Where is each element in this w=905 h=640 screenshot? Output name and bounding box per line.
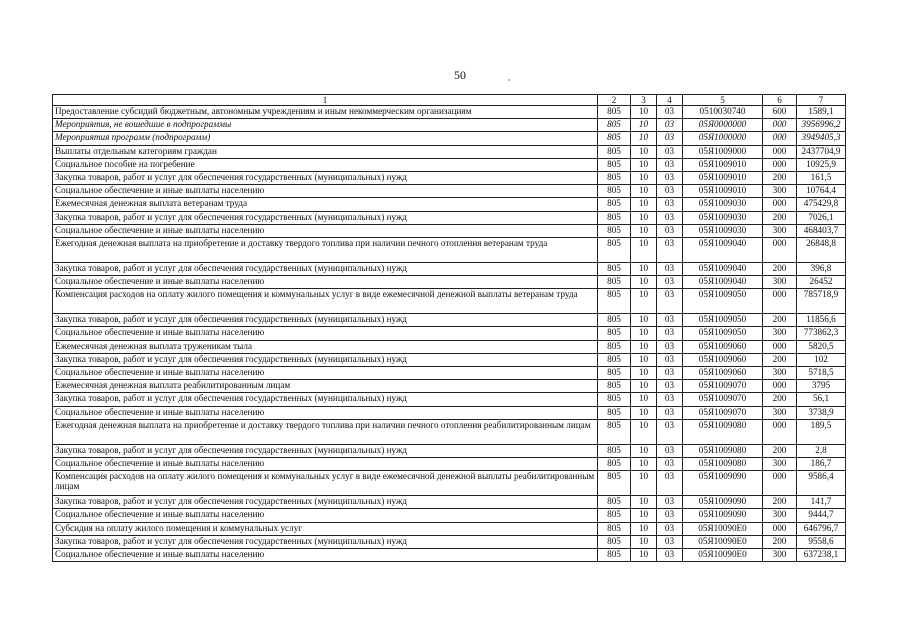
table-row <box>53 327 846 340</box>
cell-name: Закупка товаров, работ и услуг для обеспечения государственных (муниципальных) нужд <box>53 314 598 327</box>
cell-amount: 773862,3 <box>797 327 846 340</box>
cell-section: 10 <box>631 171 657 184</box>
cell-section: 10 <box>631 535 657 548</box>
cell-subsection: 03 <box>657 327 683 340</box>
cell-section: 10 <box>631 496 657 509</box>
cell-expense-type: 300 <box>763 406 797 419</box>
table-row <box>53 106 846 119</box>
cell-subsection: 03 <box>657 522 683 535</box>
cell-amount: 5820,5 <box>797 340 846 353</box>
cell-target-article: 05Я1009040 <box>683 237 763 262</box>
cell-amount: 10764,4 <box>797 185 846 198</box>
cell-ministry-code: 805 <box>598 367 631 380</box>
table-row <box>53 496 846 509</box>
cell-ministry-code: 805 <box>598 457 631 470</box>
cell-target-article: 05Я1009050 <box>683 289 763 314</box>
cell-section: 10 <box>631 548 657 561</box>
cell-ministry-code: 805 <box>598 185 631 198</box>
cell-section: 10 <box>631 314 657 327</box>
cell-name: Ежегодная денежная выплата на приобретение и доставку твердого топлива при наличии печного отопления реабилитированным лицам <box>53 419 598 444</box>
cell-amount: 11856,6 <box>797 314 846 327</box>
table-row <box>53 198 846 211</box>
cell-amount: 186,7 <box>797 457 846 470</box>
cell-target-article: 05Я1009090 <box>683 471 763 496</box>
cell-section: 10 <box>631 471 657 496</box>
cell-amount: 637238,1 <box>797 548 846 561</box>
cell-name: Ежемесячная денежная выплата реабилитированным лицам <box>53 380 598 393</box>
cell-name: Ежемесячная денежная выплата труженикам тыла <box>53 340 598 353</box>
cell-section: 10 <box>631 289 657 314</box>
cell-subsection: 03 <box>657 496 683 509</box>
cell-subsection: 03 <box>657 535 683 548</box>
cell-section: 10 <box>631 145 657 158</box>
cell-expense-type: 000 <box>763 340 797 353</box>
cell-name: Социальное пособие на погребение <box>53 158 598 171</box>
cell-name: Мероприятия программ (подпрограмм) <box>53 132 598 145</box>
cell-ministry-code: 805 <box>598 327 631 340</box>
table-row <box>53 314 846 327</box>
cell-amount: 9586,4 <box>797 471 846 496</box>
header-col-2: 2 <box>598 95 631 106</box>
cell-amount: 396,8 <box>797 262 846 275</box>
cell-section: 10 <box>631 119 657 132</box>
table-row <box>53 289 846 314</box>
cell-name: Компенсация расходов на оплату жилого помещения и коммунальных услуг в виде ежемесячной денежной выплаты ветеранам труда <box>53 289 598 314</box>
cell-amount: 468403,7 <box>797 224 846 237</box>
header-col-3: 3 <box>631 95 657 106</box>
cell-target-article: 05Я0000000 <box>683 119 763 132</box>
cell-target-article: 0510030740 <box>683 106 763 119</box>
table-row <box>53 158 846 171</box>
cell-ministry-code: 805 <box>598 471 631 496</box>
cell-amount: 10925,9 <box>797 158 846 171</box>
cell-section: 10 <box>631 522 657 535</box>
cell-subsection: 03 <box>657 340 683 353</box>
cell-name: Закупка товаров, работ и услуг для обеспечения государственных (муниципальных) нужд <box>53 393 598 406</box>
cell-target-article: 05Я1009080 <box>683 419 763 444</box>
cell-subsection: 03 <box>657 457 683 470</box>
cell-ministry-code: 805 <box>598 276 631 289</box>
cell-ministry-code: 805 <box>598 496 631 509</box>
cell-subsection: 03 <box>657 419 683 444</box>
cell-subsection: 03 <box>657 198 683 211</box>
cell-ministry-code: 805 <box>598 535 631 548</box>
cell-name: Социальное обеспечение и иные выплаты населению <box>53 509 598 522</box>
cell-target-article: 05Я1009070 <box>683 406 763 419</box>
cell-name: Социальное обеспечение и иные выплаты населению <box>53 406 598 419</box>
cell-section: 10 <box>631 185 657 198</box>
cell-expense-type: 200 <box>763 444 797 457</box>
cell-expense-type: 000 <box>763 119 797 132</box>
cell-amount: 3795 <box>797 380 846 393</box>
cell-expense-type: 200 <box>763 211 797 224</box>
cell-amount: 189,5 <box>797 419 846 444</box>
cell-subsection: 03 <box>657 132 683 145</box>
cell-ministry-code: 805 <box>598 106 631 119</box>
cell-subsection: 03 <box>657 509 683 522</box>
table-row <box>53 393 846 406</box>
table-body <box>53 106 846 562</box>
cell-expense-type: 600 <box>763 106 797 119</box>
cell-amount: 5718,5 <box>797 367 846 380</box>
cell-amount: 2437704,9 <box>797 145 846 158</box>
table-row <box>53 522 846 535</box>
header-col-7: 7 <box>797 95 846 106</box>
cell-section: 10 <box>631 393 657 406</box>
cell-subsection: 03 <box>657 314 683 327</box>
table-row <box>53 224 846 237</box>
cell-amount: 646796,7 <box>797 522 846 535</box>
cell-section: 10 <box>631 419 657 444</box>
cell-target-article: 05Я10090Е0 <box>683 548 763 561</box>
table-row <box>53 471 846 496</box>
cell-name: Предоставление субсидий бюджетным, автономным учреждениям и иным некоммерческим организациям <box>53 106 598 119</box>
cell-expense-type: 200 <box>763 171 797 184</box>
cell-section: 10 <box>631 106 657 119</box>
cell-target-article: 05Я1009060 <box>683 367 763 380</box>
cell-expense-type: 200 <box>763 262 797 275</box>
cell-amount: 7026,1 <box>797 211 846 224</box>
cell-amount: 3738,9 <box>797 406 846 419</box>
table-row <box>53 276 846 289</box>
cell-name: Социальное обеспечение и иные выплаты населению <box>53 327 598 340</box>
cell-name: Закупка товаров, работ и услуг для обеспечения государственных (муниципальных) нужд <box>53 171 598 184</box>
cell-name: Закупка товаров, работ и услуг для обеспечения государственных (муниципальных) нужд <box>53 496 598 509</box>
cell-target-article: 05Я1009000 <box>683 145 763 158</box>
cell-target-article: 05Я1009070 <box>683 380 763 393</box>
table-row <box>53 406 846 419</box>
cell-expense-type: 000 <box>763 198 797 211</box>
cell-amount: 785718,9 <box>797 289 846 314</box>
cell-expense-type: 000 <box>763 289 797 314</box>
cell-target-article: 05Я1009030 <box>683 211 763 224</box>
cell-target-article: 05Я1009070 <box>683 393 763 406</box>
cell-expense-type: 200 <box>763 353 797 366</box>
cell-expense-type: 200 <box>763 496 797 509</box>
page-number: 50 <box>454 68 466 82</box>
cell-ministry-code: 805 <box>598 237 631 262</box>
cell-expense-type: 300 <box>763 548 797 561</box>
cell-target-article: 05Я1009090 <box>683 496 763 509</box>
cell-name: Закупка товаров, работ и услуг для обеспечения государственных (муниципальных) нужд <box>53 353 598 366</box>
cell-section: 10 <box>631 211 657 224</box>
cell-expense-type: 000 <box>763 522 797 535</box>
cell-target-article: 05Я10090Е0 <box>683 535 763 548</box>
cell-section: 10 <box>631 198 657 211</box>
table-row <box>53 262 846 275</box>
cell-target-article: 05Я1000000 <box>683 132 763 145</box>
cell-subsection: 03 <box>657 548 683 561</box>
cell-section: 10 <box>631 276 657 289</box>
cell-expense-type: 200 <box>763 535 797 548</box>
table-row <box>53 444 846 457</box>
table-row <box>53 548 846 561</box>
header-col-1: 1 <box>53 95 598 106</box>
cell-expense-type: 000 <box>763 471 797 496</box>
cell-name: Выплаты отдельным категориям граждан <box>53 145 598 158</box>
cell-amount: 9444,7 <box>797 509 846 522</box>
cell-amount: 56,1 <box>797 393 846 406</box>
cell-section: 10 <box>631 444 657 457</box>
cell-target-article: 05Я1009030 <box>683 198 763 211</box>
cell-name: Социальное обеспечение и иные выплаты населению <box>53 276 598 289</box>
cell-ministry-code: 805 <box>598 509 631 522</box>
cell-ministry-code: 805 <box>598 171 631 184</box>
table-row <box>53 185 846 198</box>
cell-name: Закупка товаров, работ и услуг для обеспечения государственных (муниципальных) нужд <box>53 262 598 275</box>
header-col-5: 5 <box>683 95 763 106</box>
cell-amount: 9558,6 <box>797 535 846 548</box>
cell-target-article: 05Я1009040 <box>683 276 763 289</box>
cell-section: 10 <box>631 132 657 145</box>
cell-ministry-code: 805 <box>598 353 631 366</box>
cell-section: 10 <box>631 262 657 275</box>
cell-subsection: 03 <box>657 211 683 224</box>
cell-name: Закупка товаров, работ и услуг для обеспечения государственных (муниципальных) нужд <box>53 211 598 224</box>
cell-ministry-code: 805 <box>598 444 631 457</box>
cell-section: 10 <box>631 457 657 470</box>
cell-subsection: 03 <box>657 145 683 158</box>
table-row <box>53 457 846 470</box>
cell-ministry-code: 805 <box>598 262 631 275</box>
cell-subsection: 03 <box>657 380 683 393</box>
cell-name: Закупка товаров, работ и услуг для обеспечения государственных (муниципальных) нужд <box>53 535 598 548</box>
table-row <box>53 340 846 353</box>
cell-ministry-code: 805 <box>598 393 631 406</box>
cell-subsection: 03 <box>657 393 683 406</box>
cell-amount: 102 <box>797 353 846 366</box>
cell-amount: 2,8 <box>797 444 846 457</box>
table-row <box>53 132 846 145</box>
cell-section: 10 <box>631 380 657 393</box>
cell-amount: 26848,8 <box>797 237 846 262</box>
table-row <box>53 119 846 132</box>
cell-ministry-code: 805 <box>598 340 631 353</box>
cell-name: Социальное обеспечение и иные выплаты населению <box>53 185 598 198</box>
cell-target-article: 05Я1009050 <box>683 327 763 340</box>
cell-section: 10 <box>631 406 657 419</box>
cell-name: Социальное обеспечение и иные выплаты населению <box>53 367 598 380</box>
table-row <box>53 237 846 262</box>
cell-ministry-code: 805 <box>598 419 631 444</box>
cell-ministry-code: 805 <box>598 314 631 327</box>
cell-section: 10 <box>631 327 657 340</box>
cell-amount: 26452 <box>797 276 846 289</box>
cell-ministry-code: 805 <box>598 522 631 535</box>
cell-target-article: 05Я1009080 <box>683 444 763 457</box>
cell-expense-type: 000 <box>763 237 797 262</box>
cell-name: Компенсация расходов на оплату жилого помещения и коммунальных услуг в виде ежемесячной денежной выплаты реабилитированным лицам <box>53 471 598 496</box>
cell-ministry-code: 805 <box>598 380 631 393</box>
cell-amount: 141,7 <box>797 496 846 509</box>
cell-target-article: 05Я1009090 <box>683 509 763 522</box>
cell-subsection: 03 <box>657 224 683 237</box>
cell-amount: 3956996,2 <box>797 119 846 132</box>
cell-name: Закупка товаров, работ и услуг для обеспечения государственных (муниципальных) нужд <box>53 444 598 457</box>
cell-subsection: 03 <box>657 289 683 314</box>
cell-target-article: 05Я1009010 <box>683 171 763 184</box>
cell-subsection: 03 <box>657 367 683 380</box>
cell-section: 10 <box>631 237 657 262</box>
cell-target-article: 05Я1009060 <box>683 340 763 353</box>
cell-name: Социальное обеспечение и иные выплаты населению <box>53 457 598 470</box>
cell-subsection: 03 <box>657 406 683 419</box>
cell-name: Социальное обеспечение и иные выплаты населению <box>53 224 598 237</box>
table-row <box>53 509 846 522</box>
cell-name: Ежегодная денежная выплата на приобретение и доставку твердого топлива при наличии печного отопления ветеранам труда <box>53 237 598 262</box>
scan-speck <box>508 79 510 81</box>
cell-subsection: 03 <box>657 444 683 457</box>
cell-ministry-code: 805 <box>598 132 631 145</box>
cell-ministry-code: 805 <box>598 145 631 158</box>
cell-subsection: 03 <box>657 158 683 171</box>
cell-section: 10 <box>631 353 657 366</box>
cell-name: Мероприятия, не вошедшие в подпрограммы <box>53 119 598 132</box>
cell-amount: 3949405,3 <box>797 132 846 145</box>
cell-section: 10 <box>631 224 657 237</box>
cell-target-article: 05Я1009040 <box>683 262 763 275</box>
table-row <box>53 535 846 548</box>
cell-expense-type: 200 <box>763 393 797 406</box>
cell-name: Ежемесячная денежная выплата ветеранам труда <box>53 198 598 211</box>
cell-subsection: 03 <box>657 185 683 198</box>
cell-subsection: 03 <box>657 171 683 184</box>
cell-amount: 475429,8 <box>797 198 846 211</box>
cell-name: Субсидия на оплату жилого помещения и коммунальных услуг <box>53 522 598 535</box>
header-col-4: 4 <box>657 95 683 106</box>
cell-section: 10 <box>631 367 657 380</box>
header-col-6: 6 <box>763 95 797 106</box>
cell-section: 10 <box>631 340 657 353</box>
table-row <box>53 353 846 366</box>
table-row <box>53 367 846 380</box>
cell-ministry-code: 805 <box>598 224 631 237</box>
cell-amount: 1589,1 <box>797 106 846 119</box>
cell-expense-type: 300 <box>763 327 797 340</box>
table-row <box>53 211 846 224</box>
cell-subsection: 03 <box>657 106 683 119</box>
cell-ministry-code: 805 <box>598 158 631 171</box>
cell-ministry-code: 805 <box>598 548 631 561</box>
cell-expense-type: 300 <box>763 457 797 470</box>
cell-subsection: 03 <box>657 471 683 496</box>
cell-ministry-code: 805 <box>598 211 631 224</box>
cell-expense-type: 000 <box>763 132 797 145</box>
cell-ministry-code: 805 <box>598 119 631 132</box>
cell-target-article: 05Я1009010 <box>683 185 763 198</box>
cell-ministry-code: 805 <box>598 406 631 419</box>
cell-subsection: 03 <box>657 119 683 132</box>
cell-expense-type: 300 <box>763 224 797 237</box>
cell-section: 10 <box>631 158 657 171</box>
cell-expense-type: 000 <box>763 380 797 393</box>
cell-expense-type: 300 <box>763 367 797 380</box>
cell-section: 10 <box>631 509 657 522</box>
cell-target-article: 05Я1009060 <box>683 353 763 366</box>
budget-table <box>52 94 846 562</box>
cell-amount: 161,5 <box>797 171 846 184</box>
cell-expense-type: 000 <box>763 145 797 158</box>
cell-expense-type: 300 <box>763 509 797 522</box>
table-row <box>53 419 846 444</box>
cell-expense-type: 300 <box>763 185 797 198</box>
cell-expense-type: 000 <box>763 158 797 171</box>
table-row <box>53 380 846 393</box>
cell-subsection: 03 <box>657 262 683 275</box>
cell-target-article: 05Я1009050 <box>683 314 763 327</box>
cell-ministry-code: 805 <box>598 289 631 314</box>
cell-subsection: 03 <box>657 237 683 262</box>
cell-target-article: 05Я1009080 <box>683 457 763 470</box>
cell-subsection: 03 <box>657 276 683 289</box>
cell-subsection: 03 <box>657 353 683 366</box>
cell-expense-type: 300 <box>763 276 797 289</box>
cell-expense-type: 200 <box>763 314 797 327</box>
table-row <box>53 171 846 184</box>
table-header-row <box>53 95 846 106</box>
cell-ministry-code: 805 <box>598 198 631 211</box>
cell-expense-type: 000 <box>763 419 797 444</box>
table-row <box>53 145 846 158</box>
cell-target-article: 05Я1009010 <box>683 158 763 171</box>
cell-name: Социальное обеспечение и иные выплаты населению <box>53 548 598 561</box>
cell-target-article: 05Я10090Е0 <box>683 522 763 535</box>
cell-target-article: 05Я1009030 <box>683 224 763 237</box>
